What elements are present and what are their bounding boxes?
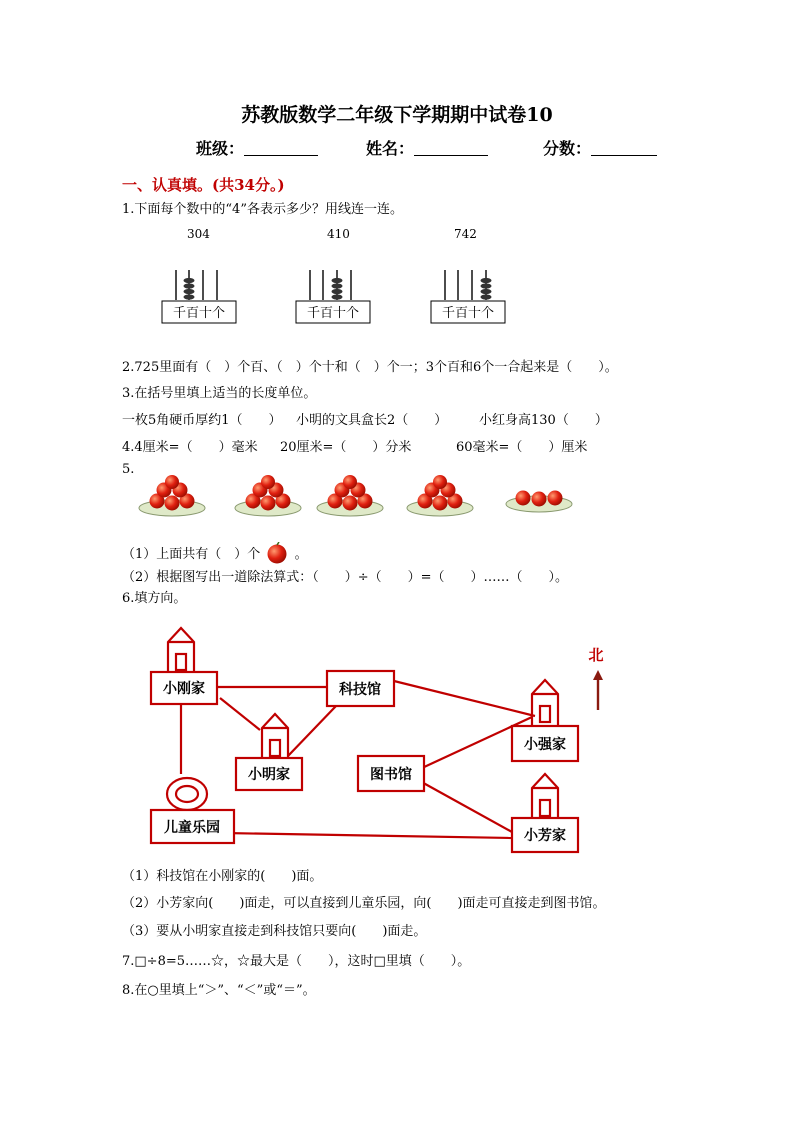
apple-icon xyxy=(264,542,290,564)
house-icon-xiaoming xyxy=(262,714,288,758)
label-xiaogang: 小刚家 xyxy=(163,681,205,697)
abacus-3 xyxy=(429,262,509,328)
label-ertong: 儿童乐园 xyxy=(164,820,220,836)
score-label: 分数： xyxy=(543,139,592,158)
name-field xyxy=(366,136,488,159)
class-label: 班级： xyxy=(196,139,245,158)
path-tushu-xiaofang xyxy=(418,780,512,832)
apple-plate-4 xyxy=(407,475,473,516)
abacus-1 xyxy=(160,262,240,328)
q5-sub1-suffix: 。 xyxy=(294,547,308,562)
q8-text: 8.在○里填上“＞”、“＜”或“＝”。 xyxy=(122,983,316,998)
q5-text: 5. xyxy=(122,462,135,477)
q6-sub2: （2）小芳家向( )面走，可以直接到儿童乐园，向( )面走可直接走到图书馆。 xyxy=(122,896,606,911)
direction-map xyxy=(140,618,620,858)
q1-number-1: 304 xyxy=(187,227,210,241)
section-heading: 一、认真填。(共34分。) xyxy=(122,176,285,194)
q5-sub1-prefix: （1）上面共有（ ）个 xyxy=(122,547,261,562)
north-arrow-icon xyxy=(593,670,603,710)
path-xiaoming-keji xyxy=(288,706,336,756)
page-title: 苏教版数学二年级下学期期中试卷10 xyxy=(241,104,553,126)
house-icon-xiaogang xyxy=(168,628,194,672)
q6-text: 6.填方向。 xyxy=(122,591,187,606)
q3-text: 3.在括号里填上适当的长度单位。 xyxy=(122,386,317,401)
house-icon-xiaoqiang xyxy=(532,680,558,726)
ring-icon-ertong xyxy=(167,778,207,810)
label-keji: 科技馆 xyxy=(339,682,381,698)
abacus-2 xyxy=(294,262,374,328)
apple-plate-3 xyxy=(317,475,383,516)
q5-sub1 xyxy=(122,542,308,564)
q1-number-3: 742 xyxy=(454,227,477,241)
q4-item-a: 4.4厘米=（ ）毫米 xyxy=(122,440,258,455)
label-tushu: 图书馆 xyxy=(370,767,412,783)
path-keji-xiaoqiang xyxy=(394,681,535,716)
abacus-2-label: 千百十个 xyxy=(306,306,360,321)
q4-item-b: 20厘米=（ ）分米 xyxy=(280,440,412,455)
label-xiaoming: 小明家 xyxy=(248,767,290,783)
q4-item-c: 60毫米=（ ）厘米 xyxy=(456,440,588,455)
q3-item-c: 小红身高130（ ） xyxy=(479,413,608,428)
house-icon-xiaofang xyxy=(532,774,558,818)
name-blank xyxy=(414,139,488,156)
apple-plate-2 xyxy=(235,475,301,516)
apple-plate-5 xyxy=(506,491,572,513)
path-ertong-xiaofang xyxy=(223,833,512,838)
north-label: 北 xyxy=(588,646,604,664)
score-blank xyxy=(591,139,657,156)
q2-text: 2.725里面有（ ）个百、（ ）个十和（ ）个一；3个百和6个一合起来是（ ）。 xyxy=(122,360,618,375)
class-field xyxy=(196,136,318,159)
q7-text: 7.□÷8=5……☆，☆最大是（ ），这时□里填（ ）。 xyxy=(122,954,471,969)
abacus-3-label: 千百十个 xyxy=(441,306,495,321)
q6-sub1: （1）科技馆在小刚家的( )面。 xyxy=(122,869,323,884)
class-blank xyxy=(244,139,318,156)
label-xiaoqiang: 小强家 xyxy=(524,737,566,753)
abacus-1-label: 千百十个 xyxy=(172,306,226,321)
q6-sub3: （3）要从小明家直接走到科技馆只要向( )面走。 xyxy=(122,924,427,939)
q1-text: 1.下面每个数中的“4”各表示多少？用线连一连。 xyxy=(122,202,403,217)
q3-item-a: 一枚5角硬币厚约1（ ） xyxy=(122,413,282,428)
q3-item-b: 小明的文具盒长2（ ） xyxy=(296,413,448,428)
score-field xyxy=(543,136,657,159)
label-xiaofang: 小芳家 xyxy=(524,828,566,844)
q1-number-2: 410 xyxy=(327,227,350,241)
q5-sub2: （2）根据图写出一道除法算式：（ ）÷（ ）=（ ）……（ ）。 xyxy=(122,570,569,585)
apple-plate-1 xyxy=(139,475,205,516)
name-label: 姓名： xyxy=(366,139,415,158)
path-xiaogang-xiaoming xyxy=(220,698,260,730)
apple-plates xyxy=(134,470,584,528)
